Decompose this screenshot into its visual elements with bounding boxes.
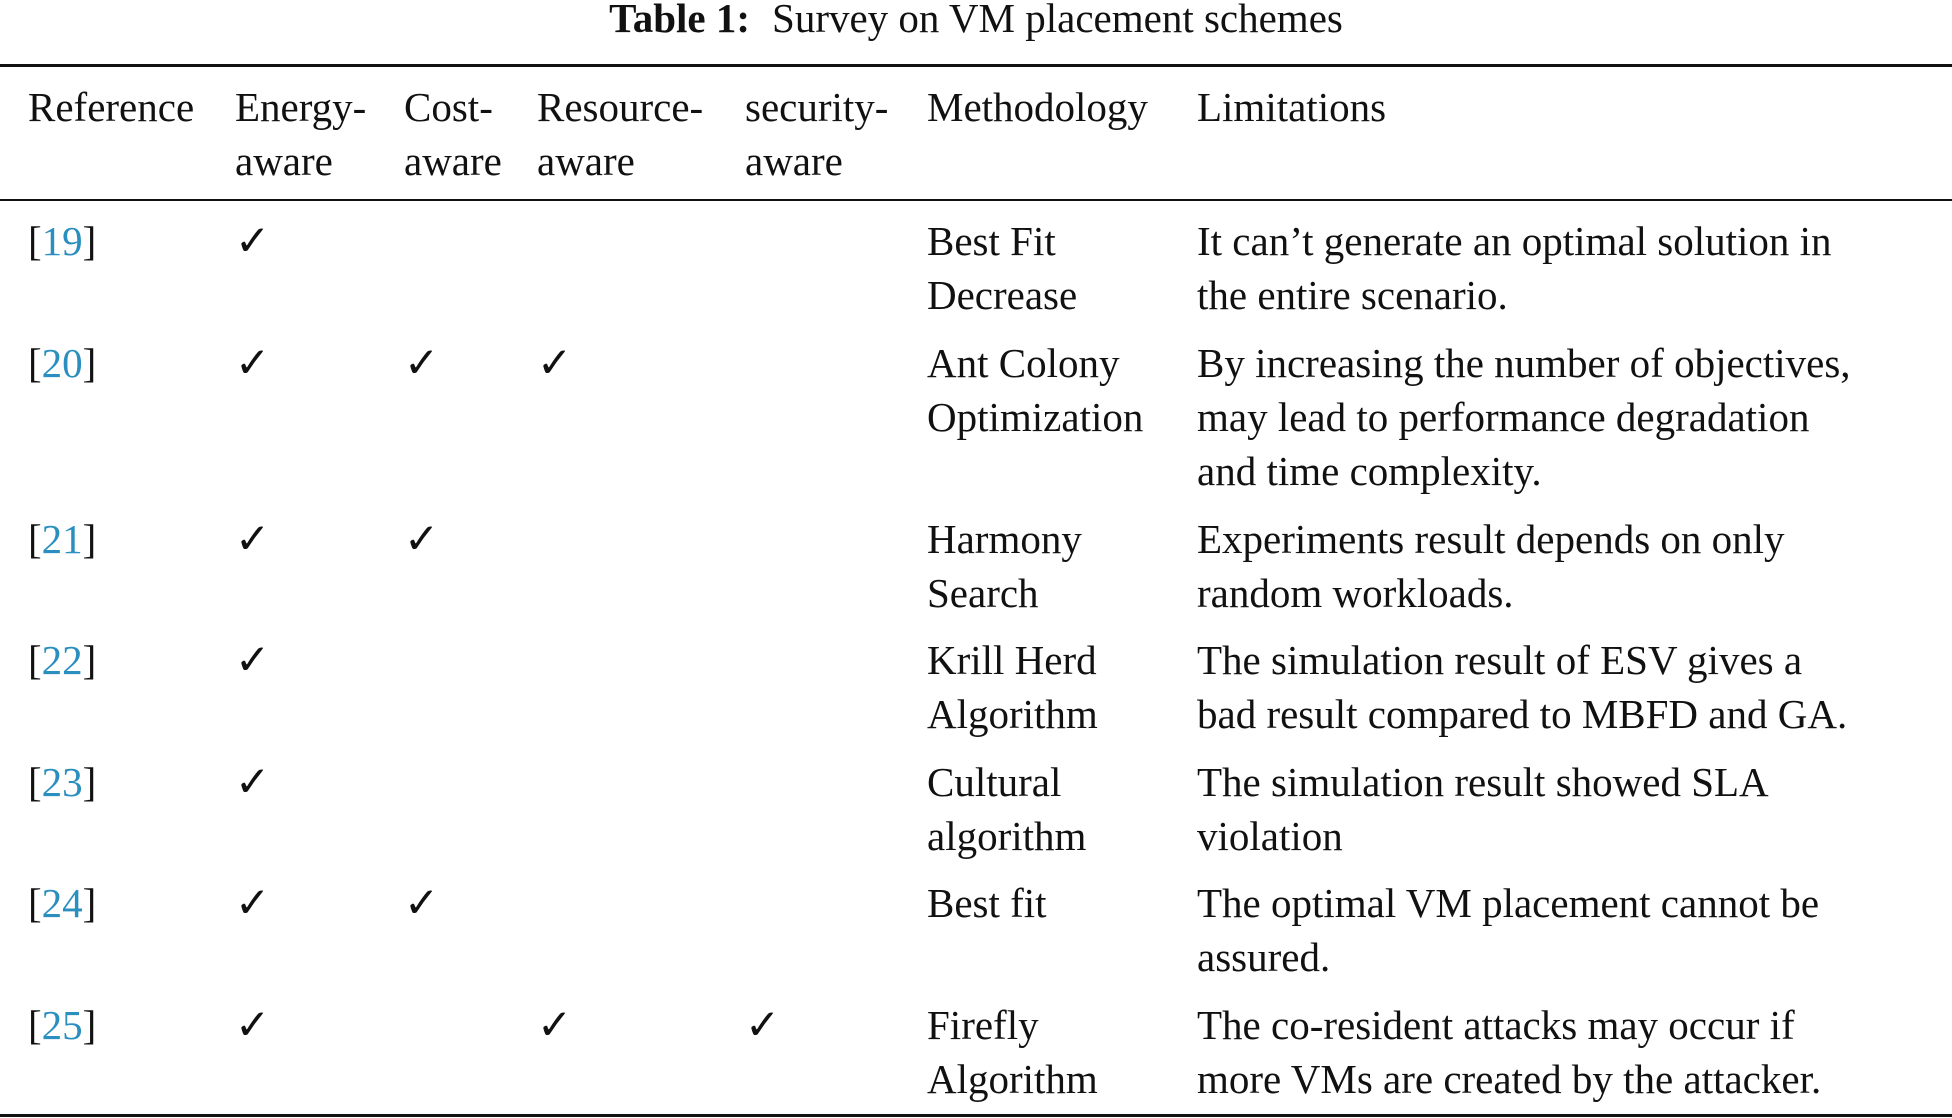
limitations-cell <box>1197 998 1821 1106</box>
limitations-line: By increasing the number of objectives, <box>1197 340 1851 386</box>
limitations-cell <box>1197 336 1851 498</box>
energy-check-icon: ✓ <box>235 635 271 684</box>
limitations-line: and time complexity. <box>1197 448 1542 494</box>
table-bottom-rule <box>0 1114 1952 1117</box>
methodology-line: Optimization <box>927 394 1144 440</box>
reference-link[interactable]: 19 <box>41 218 83 264</box>
resource-check-icon: ✓ <box>537 1000 573 1049</box>
table-caption-text: Survey on VM placement schemes <box>772 0 1343 41</box>
energy-check-icon: ✓ <box>235 757 271 806</box>
limitations-line: Experiments result depends on only <box>1197 516 1785 562</box>
table-top-rule <box>0 64 1952 67</box>
limitations-cell <box>1197 876 1819 984</box>
reference-cell: [19] <box>28 218 97 264</box>
cost-check-icon: ✓ <box>404 878 440 927</box>
limitations-line: The co-resident attacks may occur if <box>1197 1002 1795 1048</box>
cost-check-icon: ✓ <box>404 338 440 387</box>
reference-link[interactable]: 25 <box>41 1002 83 1048</box>
header-reference: Reference <box>28 84 195 130</box>
limitations-line: violation <box>1197 813 1343 859</box>
reference-cell: [24] <box>28 880 97 926</box>
limitations-line: more VMs are created by the attacker. <box>1197 1056 1822 1102</box>
limitations-cell <box>1197 633 1847 741</box>
methodology-cell <box>927 876 1047 930</box>
methodology-line: Firefly <box>927 1002 1039 1048</box>
reference-link[interactable]: 21 <box>41 516 83 562</box>
cost-check-icon: ✓ <box>404 514 440 563</box>
limitations-line: The optimal VM placement cannot be <box>1197 880 1820 926</box>
limitations-line: the entire scenario. <box>1197 272 1508 318</box>
header-limitations: Limitations <box>1197 84 1387 130</box>
energy-check-icon: ✓ <box>235 514 271 563</box>
methodology-line: algorithm <box>927 813 1087 859</box>
limitations-line: assured. <box>1197 934 1331 980</box>
methodology-line: Best Fit <box>927 218 1056 264</box>
limitations-line: bad result compared to MBFD and GA. <box>1197 691 1848 737</box>
methodology-cell <box>927 998 1098 1106</box>
methodology-line: Decrease <box>927 272 1078 318</box>
methodology-line: Search <box>927 570 1039 616</box>
reference-cell: [25] <box>28 1002 97 1048</box>
energy-check-icon: ✓ <box>235 878 271 927</box>
table-caption-label: Table 1: <box>609 0 751 41</box>
reference-link[interactable]: 24 <box>41 880 83 926</box>
methodology-line: Krill Herd <box>927 637 1097 683</box>
energy-check-icon: ✓ <box>235 338 271 387</box>
limitations-line: The simulation result of ESV gives a <box>1197 637 1803 683</box>
methodology-line: Best fit <box>927 880 1047 926</box>
reference-link[interactable]: 22 <box>41 637 83 683</box>
reference-cell: [21] <box>28 516 97 562</box>
methodology-cell <box>927 214 1077 322</box>
reference-link[interactable]: 23 <box>41 759 83 805</box>
methodology-line: Ant Colony <box>927 340 1120 386</box>
methodology-line: Cultural <box>927 759 1062 805</box>
header-methodology: Methodology <box>927 84 1148 130</box>
reference-cell: [22] <box>28 637 97 683</box>
reference-cell: [20] <box>28 340 97 386</box>
header-resource-aware: Resource- aware <box>537 84 704 184</box>
methodology-cell <box>927 336 1143 444</box>
methodology-cell <box>927 755 1086 863</box>
limitations-line: may lead to performance degradation <box>1197 394 1810 440</box>
table-header-rule <box>0 199 1952 201</box>
methodology-line: Algorithm <box>927 1056 1098 1102</box>
table-caption <box>0 0 1952 44</box>
reference-link[interactable]: 20 <box>41 340 83 386</box>
methodology-cell <box>927 512 1082 620</box>
limitations-line: The simulation result showed SLA <box>1197 759 1769 805</box>
limitations-line: random workloads. <box>1197 570 1514 616</box>
energy-check-icon: ✓ <box>235 216 271 265</box>
limitations-cell <box>1197 214 1832 322</box>
header-security-aware: security- aware <box>745 84 889 184</box>
methodology-cell <box>927 633 1098 741</box>
methodology-line: Algorithm <box>927 691 1098 737</box>
limitations-cell <box>1197 755 1769 863</box>
resource-check-icon: ✓ <box>537 338 573 387</box>
header-energy-aware: Energy- aware <box>235 84 367 184</box>
limitations-cell <box>1197 512 1785 620</box>
energy-check-icon: ✓ <box>235 1000 271 1049</box>
header-cost-aware: Cost- aware <box>404 84 502 184</box>
limitations-line: It can’t generate an optimal solution in <box>1197 218 1832 264</box>
security-check-icon: ✓ <box>745 1000 781 1049</box>
reference-cell: [23] <box>28 759 97 805</box>
methodology-line: Harmony <box>927 516 1082 562</box>
